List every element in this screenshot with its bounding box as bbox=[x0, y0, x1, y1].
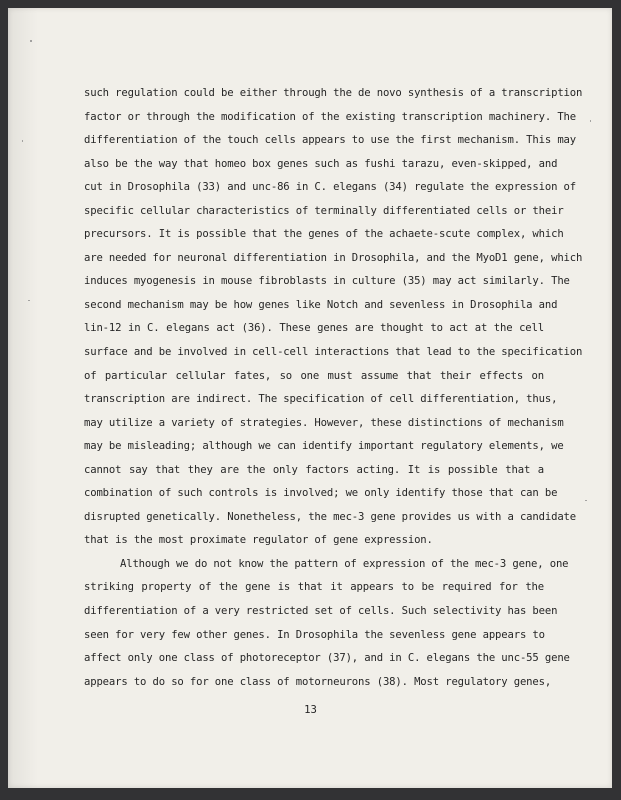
text-line: may be misleading; although we can identify important regulatory elements, we bbox=[84, 440, 564, 453]
text-line: affect only one class of photoreceptor (37), and in C. elegans the unc-55 gene bbox=[84, 652, 570, 665]
text-line: striking property of the gene is that it appears to be required for the bbox=[84, 581, 544, 594]
text-line: also be the way that homeo box genes such as fushi tarazu, even-skipped, and bbox=[84, 157, 558, 170]
text-line: surface and be involved in cell-cell interactions that lead to the specification bbox=[84, 346, 583, 359]
scan-speck bbox=[590, 120, 591, 122]
scan-speck bbox=[28, 300, 30, 301]
paper-edge-shadow bbox=[8, 8, 38, 788]
text-line: such regulation could be either through the de novo synthesis of a transcription bbox=[84, 87, 583, 99]
text-line: may utilize a variety of strategies. However, these distinctions of mechanism bbox=[84, 416, 564, 429]
text-line: disrupted genetically. Nonetheless, the mec-3 gene provides us with a candidate bbox=[84, 510, 577, 523]
text-line: seen for very few other genes. In Drosophila the sevenless gene appears to bbox=[84, 628, 545, 641]
text-line: specific cellular characteristics of terminally differentiated cells or their bbox=[84, 204, 564, 217]
text-line: that is the most proximate regulator of gene expression. bbox=[84, 534, 433, 547]
scan-speck bbox=[30, 40, 32, 42]
body-text bbox=[84, 82, 583, 694]
text-line: combination of such controls is involved; we only identify those that can be bbox=[84, 487, 558, 500]
text-line: of particular cellular fates, so one must assume that their effects on bbox=[84, 369, 544, 382]
text-line: differentiation of a very restricted set of cells. Such selectivity has been bbox=[84, 605, 558, 618]
scan-speck bbox=[585, 500, 587, 501]
text-line: appears to do so for one class of motorneurons (38). Most regulatory genes, bbox=[84, 675, 552, 688]
text-line: factor or through the modification of the existing transcription machinery. The bbox=[84, 110, 577, 123]
page-number: 13 bbox=[304, 704, 317, 716]
text-line: are needed for neuronal differentiation in Drosophila, and the MyoD1 gene, which bbox=[84, 251, 583, 264]
text-line: transcription are indirect. The specification of cell differentiation, thus, bbox=[84, 393, 558, 406]
text-line: differentiation of the touch cells appears to use the first mechanism. This may bbox=[84, 134, 577, 147]
text-line: cut in Drosophila (33) and unc-86 in C. elegans (34) regulate the expression of bbox=[84, 181, 577, 194]
text-line: second mechanism may be how genes like Notch and sevenless in Drosophila and bbox=[84, 298, 558, 311]
text-line: Although we do not know the pattern of expression of the mec-3 gene, one bbox=[120, 557, 569, 570]
text-line: lin-12 in C. elegans act (36). These genes are thought to act at the cell bbox=[84, 322, 544, 335]
text-line: precursors. It is possible that the genes of the achaete-scute complex, which bbox=[84, 228, 564, 241]
scan-speck bbox=[22, 140, 23, 142]
text-line: cannot say that they are the only factors acting. It is possible that a bbox=[84, 463, 544, 476]
text-line: induces myogenesis in mouse fibroblasts in culture (35) may act similarly. The bbox=[84, 275, 570, 288]
